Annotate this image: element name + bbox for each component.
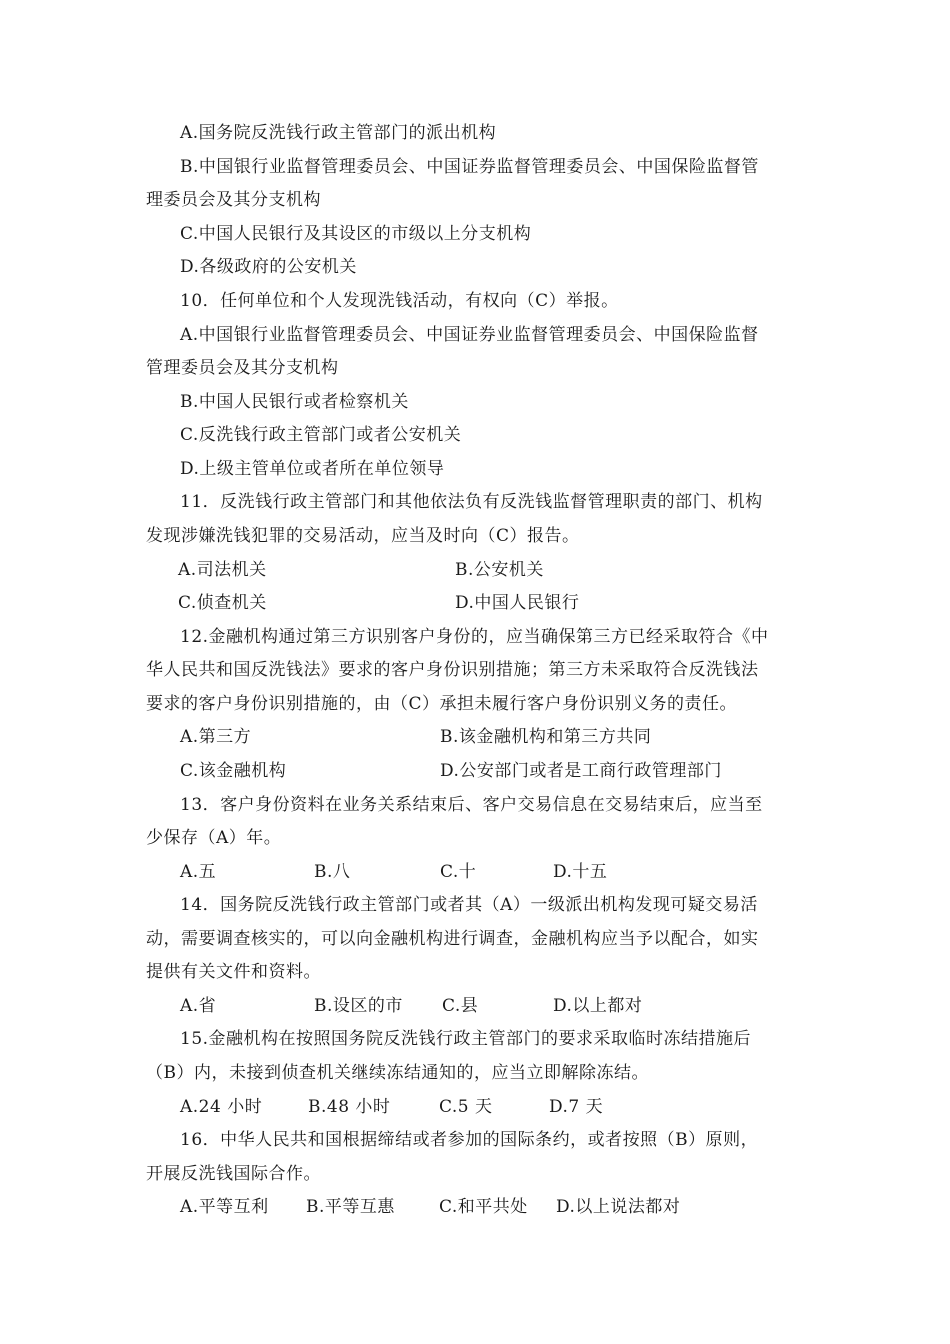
- q13-question-line2: 少保存（A）年。: [146, 828, 282, 848]
- q10-question: 10．任何单位和个人发现洗钱活动，有权向（C）举报。: [180, 291, 619, 311]
- q15-option-d: D.7 天: [549, 1097, 604, 1117]
- q13-question-line1: 13．客户身份资料在业务关系结束后、客户交易信息在交易结束后，应当至: [180, 795, 763, 815]
- q9-option-a: A.国务院反洗钱行政主管部门的派出机构: [180, 123, 497, 143]
- q14-option-c: C.县: [442, 996, 479, 1016]
- q12-option-a: A.第三方: [180, 727, 252, 747]
- q14-option-b: B.设区的市: [314, 996, 403, 1016]
- q14-question-line2: 动，需要调查核实的，可以向金融机构进行调查，金融机构应当予以配合，如实: [146, 929, 759, 949]
- q14-option-d: D.以上都对: [553, 996, 643, 1016]
- q14-option-a: A.省: [180, 996, 217, 1016]
- q11-option-d: D.中国人民银行: [455, 593, 580, 613]
- q13-option-b: B.八: [314, 862, 351, 882]
- q16-option-c: C.和平共处: [439, 1197, 528, 1217]
- q16-option-a: A.平等互利: [180, 1197, 269, 1217]
- q10-option-b: B.中国人民银行或者检察机关: [180, 392, 409, 412]
- q12-question-line2: 华人民共和国反洗钱法》要求的客户身份识别措施；第三方未采取符合反洗钱法: [146, 660, 759, 680]
- q10-option-a-line2: 管理委员会及其分支机构: [146, 358, 339, 378]
- q15-question-line1: 15.金融机构在按照国务院反洗钱行政主管部门的要求采取临时冻结措施后: [180, 1029, 752, 1049]
- q12-option-c: C.该金融机构: [180, 761, 287, 781]
- q12-question-line3: 要求的客户身份识别措施的，由（C）承担未履行客户身份识别义务的责任。: [146, 694, 738, 714]
- q15-question-line2: （B）内，未接到侦查机关继续冻结通知的，应当立即解除冻结。: [146, 1063, 649, 1083]
- q10-option-a-line1: A.中国银行业监督管理委员会、中国证券业监督管理委员会、中国保险监督: [180, 325, 759, 345]
- q12-option-d: D.公安部门或者是工商行政管理部门: [440, 761, 722, 781]
- q16-option-d: D.以上说法都对: [556, 1197, 681, 1217]
- q10-option-c: C.反洗钱行政主管部门或者公安机关: [180, 425, 462, 445]
- q9-option-b-line2: 理委员会及其分支机构: [146, 190, 321, 210]
- q9-option-c: C.中国人民银行及其设区的市级以上分支机构: [180, 224, 532, 244]
- q11-option-b: B.公安机关: [455, 560, 544, 580]
- q16-option-b: B.平等互惠: [306, 1197, 395, 1217]
- q12-option-b: B.该金融机构和第三方共同: [440, 727, 652, 747]
- q11-option-c: C.侦查机关: [178, 593, 267, 613]
- q13-option-d: D.十五: [553, 862, 608, 882]
- q16-question-line1: 16．中华人民共和国根据缔结或者参加的国际条约，或者按照（B）原则，: [180, 1130, 759, 1150]
- q16-question-line2: 开展反洗钱国际合作。: [146, 1164, 321, 1184]
- q10-option-d: D.上级主管单位或者所在单位领导: [180, 459, 445, 479]
- q9-option-d: D.各级政府的公安机关: [180, 257, 357, 277]
- q13-option-c: C.十: [440, 862, 477, 882]
- q11-question-line2: 发现涉嫌洗钱犯罪的交易活动，应当及时向（C）报告。: [146, 526, 580, 546]
- q11-question-line1: 11．反洗钱行政主管部门和其他依法负有反洗钱监督管理职责的部门、机构: [180, 492, 763, 512]
- q11-option-a: A.司法机关: [178, 560, 267, 580]
- q14-question-line1: 14．国务院反洗钱行政主管部门或者其（A）一级派出机构发现可疑交易活: [180, 895, 758, 915]
- q14-question-line3: 提供有关文件和资料。: [146, 962, 321, 982]
- q12-question-line1: 12.金融机构通过第三方识别客户身份的，应当确保第三方已经采取符合《中: [180, 627, 769, 647]
- q15-option-a: A.24 小时: [180, 1097, 263, 1117]
- q13-option-a: A.五: [180, 862, 217, 882]
- q15-option-c: C.5 天: [439, 1097, 493, 1117]
- q9-option-b-line1: B.中国银行业监督管理委员会、中国证券监督管理委员会、中国保险监督管: [180, 157, 759, 177]
- q15-option-b: B.48 小时: [308, 1097, 391, 1117]
